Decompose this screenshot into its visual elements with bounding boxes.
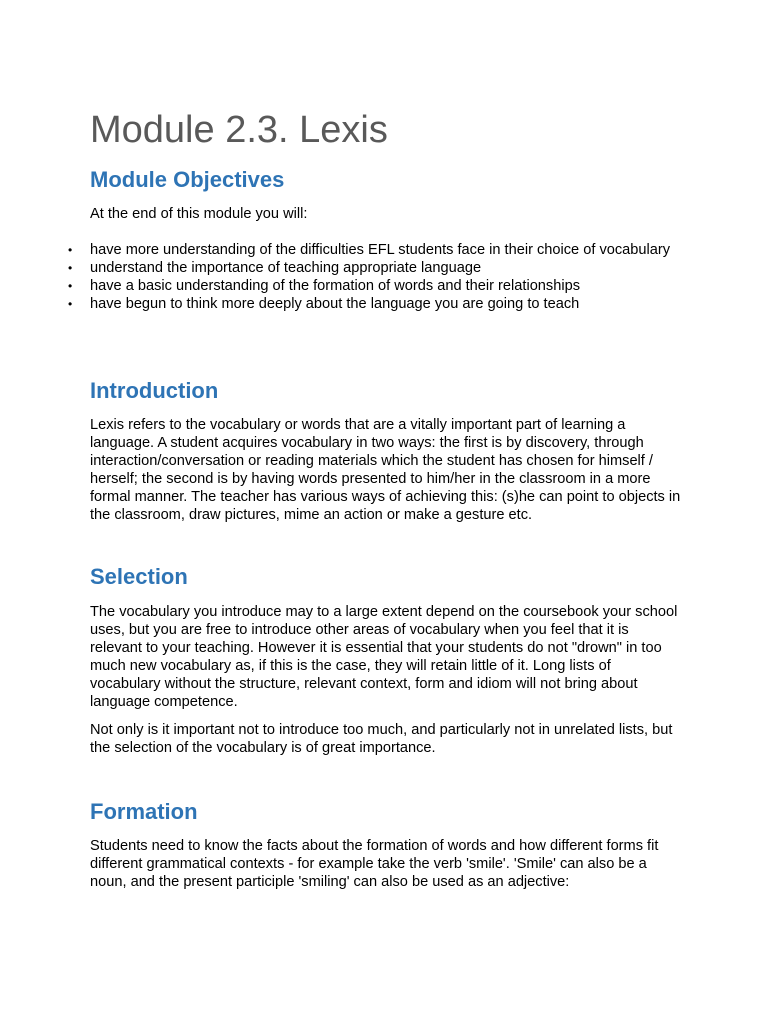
formation-heading: Formation <box>90 799 198 824</box>
introduction-heading: Introduction <box>90 378 219 403</box>
formation-paragraph: Students need to know the facts about the formation of words and how different forms fit different grammatical contexts - for example take the verb 'smile'. 'Smile' can also be a noun, and the present participle 'smiling' can also be used as an adjective: <box>90 838 659 890</box>
list-item <box>68 241 682 259</box>
selection-heading: Selection <box>90 564 188 589</box>
list-item-text: have a basic understanding of the formation of words and their relationships <box>90 278 580 294</box>
list-item-text: have more understanding of the difficulties EFL students face in their choice of vocabulary <box>90 242 671 258</box>
selection-paragraph-2: Not only is it important not to introduce too much, and particularly not in unrelated lists, but the selection of the vocabulary is of great importance. <box>90 722 673 756</box>
bullet-icon: • <box>68 261 73 275</box>
bullet-icon: • <box>68 279 73 293</box>
list-item <box>68 277 682 295</box>
objectives-list <box>68 241 682 313</box>
objectives-intro: At the end of this module you will: <box>90 206 308 222</box>
list-item-text: understand the importance of teaching appropriate language <box>90 260 482 276</box>
list-item <box>68 295 682 313</box>
objectives-heading: Module Objectives <box>90 167 285 192</box>
bullet-icon: • <box>68 297 73 311</box>
introduction-paragraph: Lexis refers to the vocabulary or words that are a vitally important part of learning a language. A student acquires vocabulary in two ways: the first is by discovery, through interaction/conversation or reading materials which the student has chosen for himself / herself; the second is by having words presented to him/her in the classroom in a more formal manner. The teacher has various ways of achieving this: (s)he can point to objects in the classroom, draw pictures, mime an action or make a gesture etc. <box>90 417 681 523</box>
bullet-icon: • <box>68 243 73 257</box>
page-title: Module 2.3. Lexis <box>90 109 388 151</box>
list-item-text: have begun to think more deeply about the language you are going to teach <box>90 296 580 312</box>
list-item <box>68 259 682 277</box>
selection-paragraph-1: The vocabulary you introduce may to a large extent depend on the coursebook your school uses, but you are free to introduce other areas of vocabulary when you feel that it is relevant to your teaching. However it is essential that your students do not "drown" in too much new vocabulary as, if this is the case, they will retain little of it. Long lists of vocabulary without the structure, relevant context, form and idiom will not bring about language competence. <box>90 604 678 710</box>
